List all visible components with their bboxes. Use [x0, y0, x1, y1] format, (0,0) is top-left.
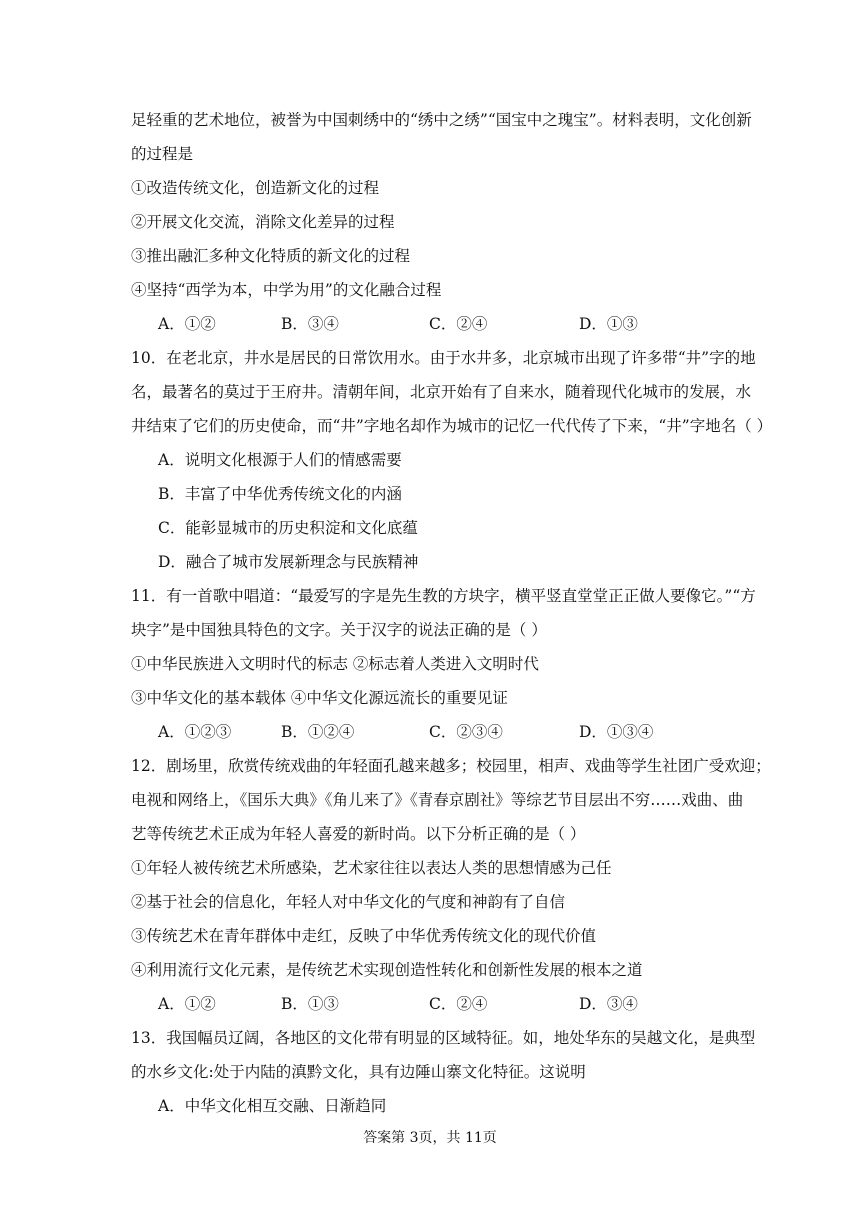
q9-statement-4: ④坚持“西学为本，中学为用”的文化融合过程: [131, 281, 442, 299]
q9-stem-line-2: 的过程是: [131, 145, 194, 163]
q12-statement-3: ③传统艺术在青年群体中走红，反映了中华优秀传统文化的现代价值: [131, 927, 597, 945]
q12-option-a: A．①②: [158, 995, 216, 1013]
q12-statement-1: ①年轻人被传统艺术所感染，艺术家往往以表达人类的思想情感为己任: [131, 859, 612, 877]
q12-stem-line-3: 艺等传统艺术正成为年轻人喜爱的新时尚。以下分析正确的是（ ）: [131, 825, 586, 843]
q10-option-d: D．融合了城市发展新理念与民族精神: [158, 553, 419, 571]
q9-statement-2: ②开展文化交流，消除文化差异的过程: [131, 213, 395, 231]
q9-statement-1: ①改造传统文化，创造新文化的过程: [131, 179, 380, 197]
q9-option-c: C．②④: [429, 315, 488, 333]
q12-option-d: D．③④: [579, 995, 638, 1013]
q9-stem-line-1: 足轻重的艺术地位，被誉为中国刺绣中的“绣中之绣”“国宝中之瑰宝”。材料表明，文化创新: [131, 111, 752, 129]
q9-option-d: D．①③: [579, 315, 638, 333]
q10-stem-line-1: 10．在老北京，井水是居民的日常饮用水。由于水井多，北京城市出现了许多带“井”字的地: [131, 349, 756, 367]
q13-stem-line-2: 的水乡文化:处于内陆的滇黔文化，具有边陲山寨文化特征。这说明: [131, 1063, 586, 1081]
q12-option-b: B．①③: [281, 995, 339, 1013]
page-footer: 答案第 3页，共 11页: [363, 1130, 497, 1146]
q11-stem-line-2: 块字”是中国独具特色的文字。关于汉字的说法正确的是（ ）: [131, 621, 547, 639]
q13-option-a: A．中华文化相互交融、日渐趋同: [158, 1097, 387, 1115]
q10-option-c: C．能彰显城市的历史积淀和文化底蕴: [158, 519, 418, 537]
q11-option-c: C．②③④: [429, 723, 503, 741]
q11-option-d: D．①③④: [579, 723, 654, 741]
q10-option-a: A．说明文化根源于人们的情感需要: [158, 451, 402, 469]
q11-option-a: A．①②③: [158, 723, 232, 741]
q10-stem-line-2: 名，最著名的莫过于王府井。清朝年间，北京开始有了自来水，随着现代化城市的发展，水: [131, 383, 752, 401]
q12-option-c: C．②④: [429, 995, 488, 1013]
q9-statement-3: ③推出融汇多种文化特质的新文化的过程: [131, 247, 411, 265]
q12-stem-line-1: 12．剧场里，欣赏传统戏曲的年轻面孔越来越多；校园里，相声、戏曲等学生社团广受欢迎；: [131, 757, 771, 775]
q10-option-b: B．丰富了中华优秀传统文化的内涵: [158, 485, 402, 503]
q11-statements-2: ③中华文化的基本载体 ④中华文化源远流长的重要见证: [131, 689, 508, 707]
q12-statement-4: ④利用流行文化元素，是传统艺术实现创造性转化和创新性发展的根本之道: [131, 961, 643, 979]
q11-option-b: B．①②④: [281, 723, 355, 741]
q11-stem-line-1: 11．有一首歌中唱道：“最爱写的字是先生教的方块字，横平竖直堂堂正正做人要像它。”“方: [131, 587, 756, 605]
q12-statement-2: ②基于社会的信息化，年轻人对中华文化的气度和神韵有了自信: [131, 893, 566, 911]
q13-stem-line-1: 13．我国幅员辽阔，各地区的文化带有明显的区域特征。如，地处华东的吴越文化，是典型: [131, 1029, 756, 1047]
q12-stem-line-2: 电视和网络上，《国乐大典》《角儿来了》《青春京剧社》等综艺节目层出不穷……戏曲、曲: [131, 791, 744, 809]
q11-statements-1: ①中华民族进入文明时代的标志 ②标志着人类进入文明时代: [131, 655, 539, 673]
q10-stem-line-3: 井结束了它们的历史使命，而“井”字地名却作为城市的记忆一代代传了下来，“井”字地名（ ）: [131, 417, 773, 435]
q9-option-a: A．①②: [158, 315, 216, 333]
q9-option-b: B．③④: [281, 315, 339, 333]
